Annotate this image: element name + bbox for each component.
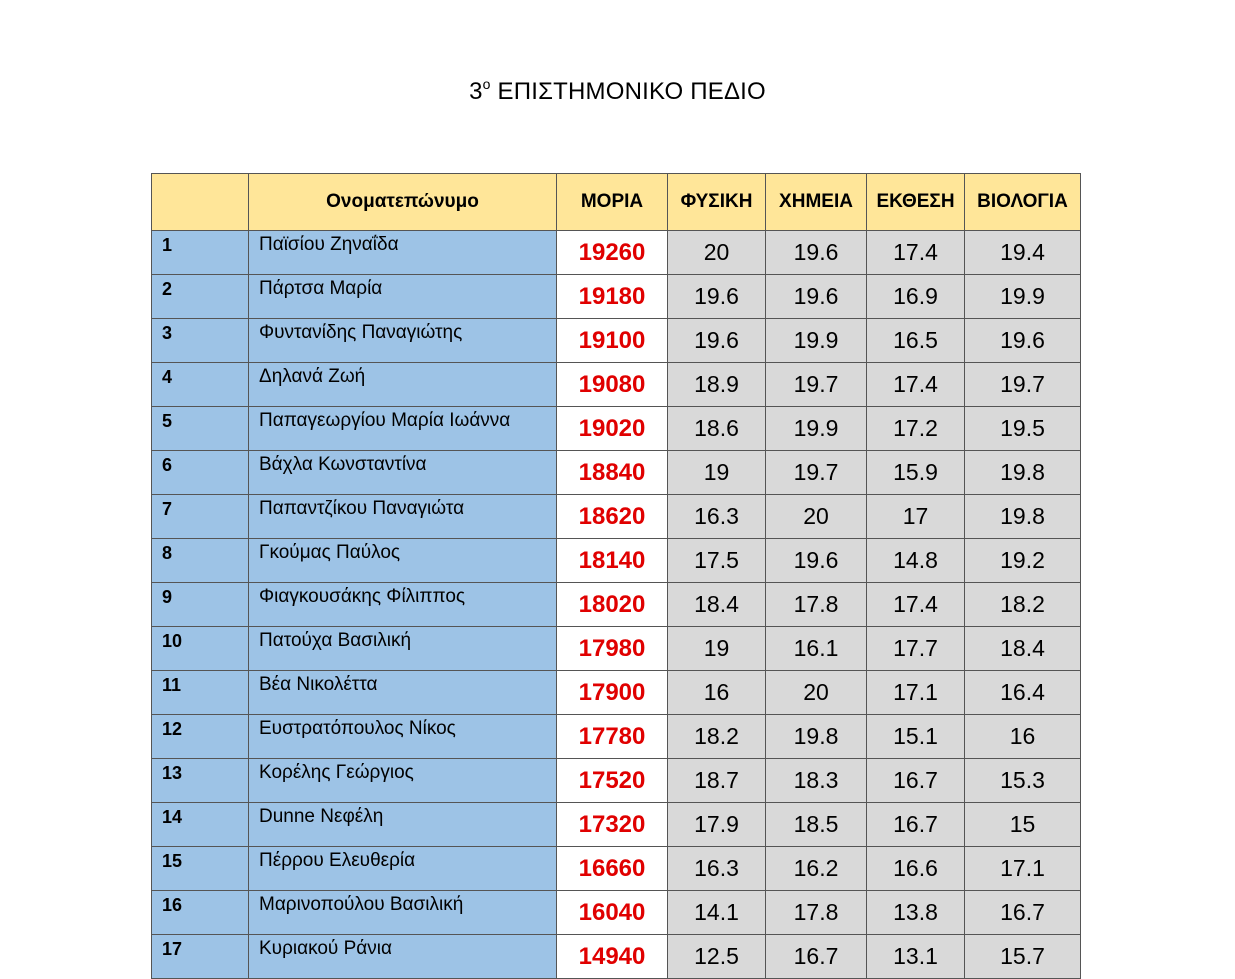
student-name-cell: Μαρινοπούλου Βασιλική [249, 891, 557, 935]
essay-cell: 17 [867, 495, 965, 539]
physics-cell: 18.7 [668, 759, 766, 803]
header-biology: ΒΙΟΛΟΓΙΑ [965, 174, 1081, 231]
student-name-cell: Δηλανά Ζωή [249, 363, 557, 407]
moria-cell: 14940 [557, 935, 668, 979]
biology-cell: 18.2 [965, 583, 1081, 627]
chemistry-cell: 19.7 [766, 451, 867, 495]
physics-cell: 19.6 [668, 275, 766, 319]
rank-cell: 8 [152, 539, 249, 583]
table-row [152, 627, 1081, 671]
essay-cell: 16.7 [867, 803, 965, 847]
biology-cell: 19.4 [965, 231, 1081, 275]
rank-cell: 14 [152, 803, 249, 847]
moria-cell: 17320 [557, 803, 668, 847]
biology-cell: 16 [965, 715, 1081, 759]
moria-cell: 18140 [557, 539, 668, 583]
chemistry-cell: 20 [766, 671, 867, 715]
moria-cell: 19180 [557, 275, 668, 319]
moria-cell: 18840 [557, 451, 668, 495]
table-row [152, 275, 1081, 319]
student-name-cell: Ευστρατόπουλος Νίκος [249, 715, 557, 759]
header-moria: ΜΟΡΙΑ [557, 174, 668, 231]
moria-cell: 19100 [557, 319, 668, 363]
table-row [152, 891, 1081, 935]
essay-cell: 16.6 [867, 847, 965, 891]
moria-cell: 17520 [557, 759, 668, 803]
biology-cell: 16.4 [965, 671, 1081, 715]
physics-cell: 17.9 [668, 803, 766, 847]
essay-cell: 15.9 [867, 451, 965, 495]
chemistry-cell: 17.8 [766, 891, 867, 935]
physics-cell: 17.5 [668, 539, 766, 583]
table-body [152, 231, 1081, 979]
chemistry-cell: 16.2 [766, 847, 867, 891]
essay-cell: 17.4 [867, 583, 965, 627]
chemistry-cell: 20 [766, 495, 867, 539]
rank-cell: 1 [152, 231, 249, 275]
rank-cell: 4 [152, 363, 249, 407]
chemistry-cell: 19.9 [766, 407, 867, 451]
header-rank [152, 174, 249, 231]
essay-cell: 17.1 [867, 671, 965, 715]
physics-cell: 16.3 [668, 847, 766, 891]
table-row [152, 495, 1081, 539]
essay-cell: 14.8 [867, 539, 965, 583]
moria-cell: 18020 [557, 583, 668, 627]
table-row [152, 803, 1081, 847]
physics-cell: 18.4 [668, 583, 766, 627]
physics-cell: 19 [668, 627, 766, 671]
chemistry-cell: 19.6 [766, 275, 867, 319]
rank-cell: 11 [152, 671, 249, 715]
moria-cell: 19260 [557, 231, 668, 275]
moria-cell: 16040 [557, 891, 668, 935]
rank-cell: 3 [152, 319, 249, 363]
chemistry-cell: 19.6 [766, 231, 867, 275]
physics-cell: 16.3 [668, 495, 766, 539]
table-row [152, 935, 1081, 979]
title-prefix: 3 [469, 78, 483, 105]
student-name-cell: Πατούχα Βασιλική [249, 627, 557, 671]
table-row [152, 451, 1081, 495]
essay-cell: 17.4 [867, 363, 965, 407]
header-row [152, 174, 1081, 231]
physics-cell: 18.9 [668, 363, 766, 407]
student-name-cell: Βάχλα Κωνσταντίνα [249, 451, 557, 495]
student-name-cell: Φυντανίδης Παναγιώτης [249, 319, 557, 363]
physics-cell: 18.6 [668, 407, 766, 451]
table-row [152, 319, 1081, 363]
table-row [152, 231, 1081, 275]
table-row [152, 847, 1081, 891]
moria-cell: 17780 [557, 715, 668, 759]
physics-cell: 14.1 [668, 891, 766, 935]
essay-cell: 13.8 [867, 891, 965, 935]
physics-cell: 19 [668, 451, 766, 495]
results-table [151, 173, 1081, 979]
student-name-cell: Βέα Νικολέττα [249, 671, 557, 715]
table-row [152, 407, 1081, 451]
table-row [152, 671, 1081, 715]
rank-cell: 10 [152, 627, 249, 671]
header-essay: ΕΚΘΕΣΗ [867, 174, 965, 231]
chemistry-cell: 19.6 [766, 539, 867, 583]
biology-cell: 19.6 [965, 319, 1081, 363]
student-name-cell: Παπαντζίκου Παναγιώτα [249, 495, 557, 539]
student-name-cell: Παϊσίου Ζηναΐδα [249, 231, 557, 275]
biology-cell: 19.9 [965, 275, 1081, 319]
rank-cell: 2 [152, 275, 249, 319]
essay-cell: 17.4 [867, 231, 965, 275]
chemistry-cell: 16.1 [766, 627, 867, 671]
title-text: ΕΠΙΣΤΗΜΟΝΙΚΟ ΠΕΔΙΟ [490, 78, 766, 105]
biology-cell: 15.3 [965, 759, 1081, 803]
table-row [152, 759, 1081, 803]
moria-cell: 19020 [557, 407, 668, 451]
page-title [0, 76, 1235, 106]
rank-cell: 13 [152, 759, 249, 803]
chemistry-cell: 19.7 [766, 363, 867, 407]
student-name-cell: Πάρτσα Μαρία [249, 275, 557, 319]
biology-cell: 15.7 [965, 935, 1081, 979]
biology-cell: 19.8 [965, 495, 1081, 539]
moria-cell: 18620 [557, 495, 668, 539]
biology-cell: 19.2 [965, 539, 1081, 583]
essay-cell: 17.7 [867, 627, 965, 671]
moria-cell: 17980 [557, 627, 668, 671]
physics-cell: 19.6 [668, 319, 766, 363]
table-row [152, 363, 1081, 407]
title-superscript: ο [482, 76, 491, 92]
biology-cell: 17.1 [965, 847, 1081, 891]
essay-cell: 16.7 [867, 759, 965, 803]
rank-cell: 16 [152, 891, 249, 935]
header-physics: ΦΥΣΙΚΗ [668, 174, 766, 231]
chemistry-cell: 17.8 [766, 583, 867, 627]
student-name-cell: Πέρρου Ελευθερία [249, 847, 557, 891]
chemistry-cell: 19.8 [766, 715, 867, 759]
chemistry-cell: 18.5 [766, 803, 867, 847]
moria-cell: 19080 [557, 363, 668, 407]
header-chemistry: ΧΗΜΕΙΑ [766, 174, 867, 231]
student-name-cell: Κορέλης Γεώργιος [249, 759, 557, 803]
physics-cell: 18.2 [668, 715, 766, 759]
moria-cell: 17900 [557, 671, 668, 715]
biology-cell: 15 [965, 803, 1081, 847]
student-name-cell: Κυριακού Ράνια [249, 935, 557, 979]
physics-cell: 20 [668, 231, 766, 275]
table-row [152, 583, 1081, 627]
rank-cell: 15 [152, 847, 249, 891]
rank-cell: 12 [152, 715, 249, 759]
student-name-cell: Γκούμας Παύλος [249, 539, 557, 583]
chemistry-cell: 19.9 [766, 319, 867, 363]
essay-cell: 15.1 [867, 715, 965, 759]
rank-cell: 6 [152, 451, 249, 495]
rank-cell: 7 [152, 495, 249, 539]
biology-cell: 16.7 [965, 891, 1081, 935]
student-name-cell: Φιαγκουσάκης Φίλιππος [249, 583, 557, 627]
header-name: Ονοματεπώνυμο [249, 174, 557, 231]
essay-cell: 16.5 [867, 319, 965, 363]
essay-cell: 13.1 [867, 935, 965, 979]
biology-cell: 19.8 [965, 451, 1081, 495]
moria-cell: 16660 [557, 847, 668, 891]
chemistry-cell: 18.3 [766, 759, 867, 803]
chemistry-cell: 16.7 [766, 935, 867, 979]
biology-cell: 19.5 [965, 407, 1081, 451]
table-row [152, 715, 1081, 759]
rank-cell: 9 [152, 583, 249, 627]
rank-cell: 17 [152, 935, 249, 979]
physics-cell: 16 [668, 671, 766, 715]
physics-cell: 12.5 [668, 935, 766, 979]
student-name-cell: Παπαγεωργίου Μαρία Ιωάννα [249, 407, 557, 451]
rank-cell: 5 [152, 407, 249, 451]
student-name-cell: Dunne Νεφέλη [249, 803, 557, 847]
biology-cell: 18.4 [965, 627, 1081, 671]
biology-cell: 19.7 [965, 363, 1081, 407]
table-row [152, 539, 1081, 583]
essay-cell: 17.2 [867, 407, 965, 451]
essay-cell: 16.9 [867, 275, 965, 319]
